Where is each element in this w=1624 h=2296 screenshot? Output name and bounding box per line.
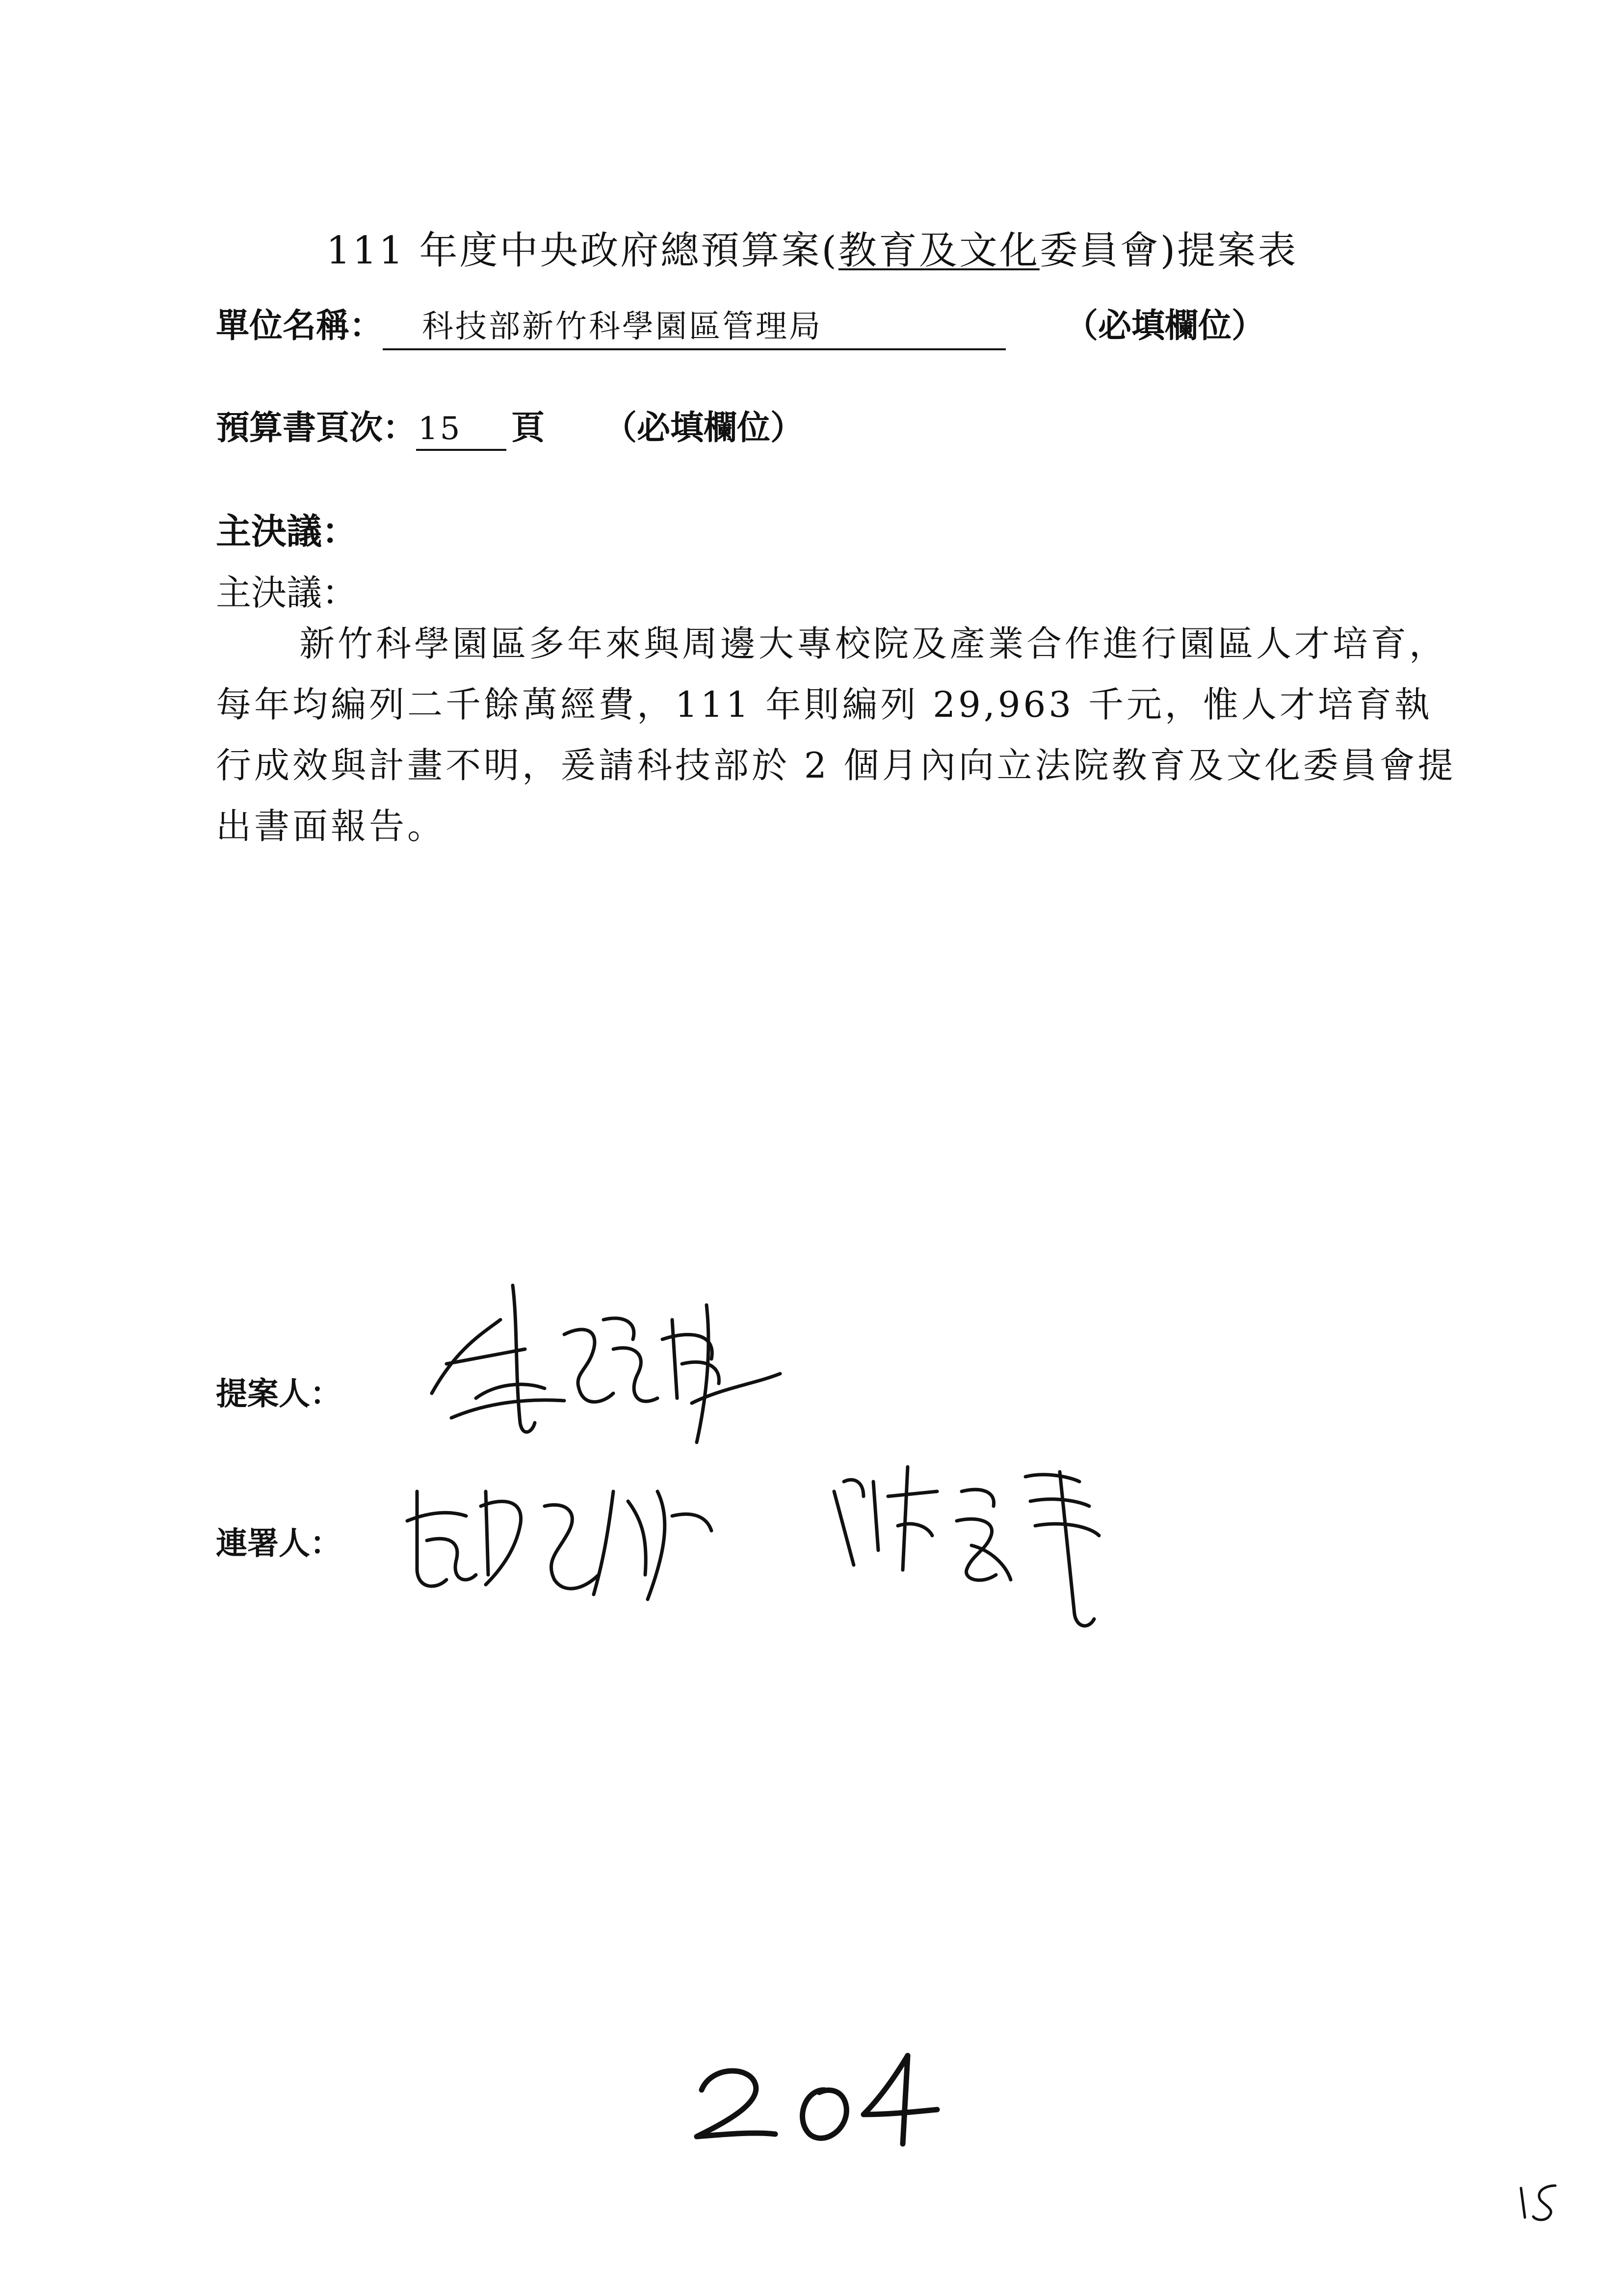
title-prefix: 111 年度中央政府總預算案( [326, 229, 838, 273]
proposer-label: 提案人： [216, 1376, 341, 1412]
cosigner-signature-1 [397, 1462, 741, 1609]
handwritten-page-number [677, 2036, 952, 2149]
unit-value: 科技部新竹科學園區管理局 [383, 301, 1006, 350]
handwritten-corner-number [1511, 2178, 1565, 2222]
form-title [0, 220, 1624, 275]
unit-row [216, 299, 1265, 350]
title-committee: 教育及文化 [838, 229, 1040, 273]
title-suffix: 委員會)提案表 [1039, 229, 1298, 273]
page-label: 預算書頁次： [216, 409, 417, 447]
page-row [216, 401, 804, 451]
main-resolution-subheading: 主決議： [216, 572, 358, 613]
proposer-signature [417, 1276, 790, 1452]
unit-label: 單位名稱： [216, 307, 383, 345]
unit-required-note: （必填欄位） [1065, 307, 1265, 345]
page-unit: 頁 [511, 409, 545, 447]
page-required-note: （必填欄位） [603, 409, 804, 447]
cosigner-label: 連署人： [216, 1526, 341, 1562]
page-value: 15 [416, 411, 506, 451]
resolution-body [216, 613, 1462, 857]
resolution-paragraph: 新竹科學園區多年來與周邊大專校院及產業合作進行園區人才培育，每年均編列二千餘萬經費，111 年則編列 29,963 千元，惟人才培育執行成效與計畫不明，爰請科技部於 2 個月內向立法院教育及文化委員會提出書面報告。 [216, 623, 1456, 847]
main-resolution-heading: 主決議： [216, 511, 358, 552]
cosigner-signature-2 [824, 1452, 1158, 1639]
